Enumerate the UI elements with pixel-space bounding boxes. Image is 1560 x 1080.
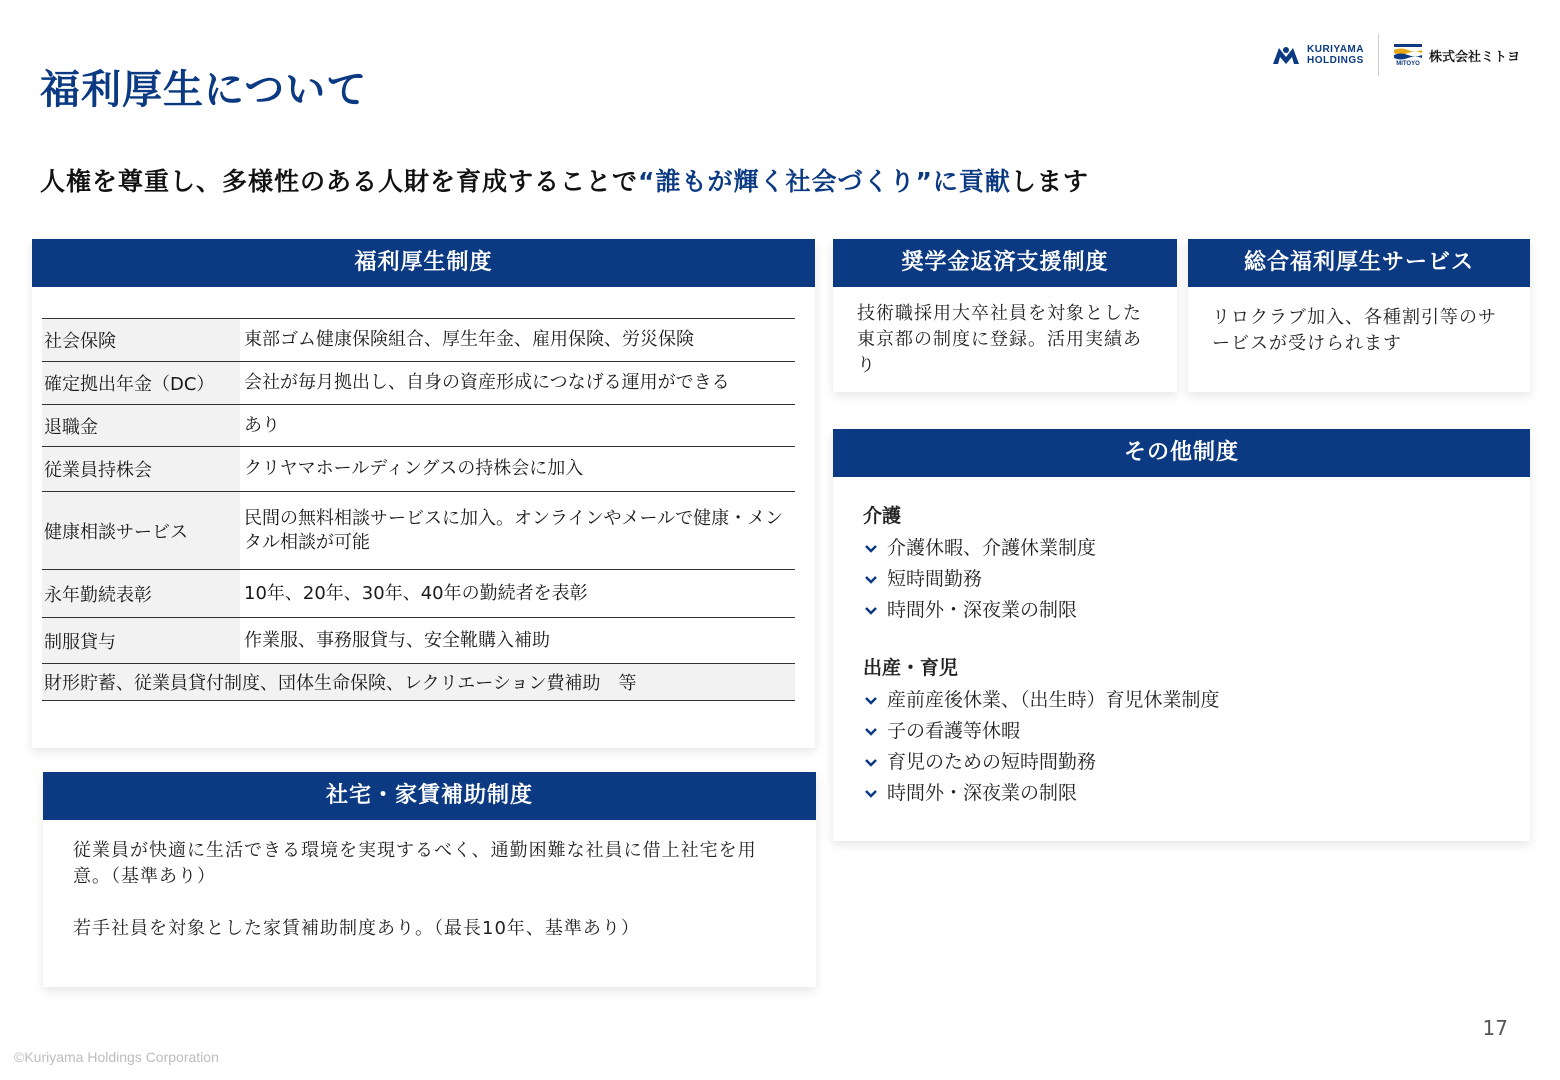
list-item — [863, 684, 1530, 715]
kuriyama-logo-line1: KURIYAMA — [1307, 44, 1364, 55]
mitoyo-mark-icon — [1393, 43, 1423, 61]
row-label: 確定拠出年金（DC） — [42, 362, 240, 404]
service-card-body: リロクラブ加入、各種割引等のサービスが受けられます — [1212, 307, 1497, 354]
list-item-text: 育児のための短時間勤務 — [887, 750, 1097, 773]
scholarship-card-header: 奨学金返済支援制度 — [833, 239, 1177, 287]
list-item-text: 介護休暇、介護休業制度 — [887, 536, 1097, 559]
service-card — [1188, 239, 1530, 392]
page-number: 17 — [1482, 1016, 1508, 1040]
scholarship-card-body: 技術職採用大卒社員を対象とした東京都の制度に登録。活用実績あり — [857, 303, 1142, 376]
welfare-table — [42, 318, 795, 701]
check-icon — [863, 754, 879, 770]
housing-card-body — [43, 820, 816, 942]
row-value: あり — [244, 414, 280, 436]
copyright: ©Kuriyama Holdings Corporation — [14, 1049, 219, 1065]
other-card — [833, 429, 1530, 841]
housing-paragraph: 若手社員を対象とした家賃補助制度あり。（最長10年、基準あり） — [73, 918, 640, 939]
table-row — [42, 492, 795, 570]
row-label: 制服貸与 — [42, 618, 240, 663]
tagline — [40, 162, 1089, 198]
check-icon — [863, 571, 879, 587]
list-item-text: 時間外・深夜業の制限 — [887, 781, 1078, 804]
row-label: 従業員持株会 — [42, 447, 240, 491]
table-row — [42, 618, 795, 664]
row-value: クリヤマホールディングスの持株会に加入 — [244, 458, 584, 479]
list-item — [863, 563, 1530, 594]
service-card-header: 総合福利厚生サービス — [1188, 239, 1530, 287]
welfare-card-header: 福利厚生制度 — [32, 239, 815, 287]
section-title: 出産・育児 — [863, 657, 959, 679]
row-value: 会社が毎月拠出し、自身の資産形成につなげる運用ができる — [244, 372, 730, 393]
tagline-part1: 人権を尊重し、多様性のある人財を育成することで — [40, 167, 639, 196]
list-item — [863, 746, 1530, 777]
row-value: 民間の無料相談サービスに加入。オンラインやメールで健康・メンタル相談が可能 — [244, 507, 784, 553]
tagline-highlight: “誰もが輝く社会づくり”に貢献 — [638, 167, 1011, 196]
table-row — [42, 570, 795, 618]
list-item-text: 子の看護等休暇 — [887, 719, 1021, 742]
row-value: 作業服、事務服貸与、安全靴購入補助 — [244, 629, 550, 651]
check-icon — [863, 723, 879, 739]
row-label: 永年勤続表彰 — [42, 570, 240, 617]
page-title: 福利厚生について — [40, 67, 368, 113]
table-row — [42, 362, 795, 405]
check-icon — [863, 692, 879, 708]
other-card-header: その他制度 — [833, 429, 1530, 477]
kuriyama-logo-line2: HOLDINGS — [1307, 55, 1364, 66]
table-row — [42, 405, 795, 447]
housing-card — [43, 772, 816, 987]
list-item — [863, 777, 1530, 808]
section-title: 介護 — [863, 505, 902, 527]
mitoyo-mark-text: MITOYO — [1396, 61, 1420, 67]
row-label: 社会保険 — [42, 319, 240, 361]
table-row — [42, 319, 795, 362]
row-label: 退職金 — [42, 405, 240, 446]
list-item — [863, 594, 1530, 625]
housing-paragraph: 従業員が快適に生活できる環境を実現するべく、通勤困難な社員に借上社宅を用意。（基準あり） — [73, 840, 757, 887]
welfare-card — [32, 239, 815, 748]
check-icon — [863, 785, 879, 801]
list-item-text: 短時間勤務 — [887, 567, 983, 590]
row-value: 10年、20年、30年、40年の勤続者を表彰 — [244, 582, 588, 604]
list-item-text: 時間外・深夜業の制限 — [887, 598, 1078, 621]
list-item-text: 産前産後休業、（出生時）育児休業制度 — [887, 688, 1220, 711]
mitoyo-logo — [1379, 43, 1520, 67]
row-label: 健康相談サービス — [42, 492, 240, 569]
list-item — [863, 715, 1530, 746]
mitoyo-company-name: 株式会社ミトヨ — [1428, 49, 1520, 65]
kuriyama-logo — [1271, 34, 1379, 76]
check-icon — [863, 540, 879, 556]
row-value: 東部ゴム健康保険組合、厚生年金、雇用保険、労災保険 — [244, 329, 694, 350]
other-card-body — [833, 477, 1530, 808]
scholarship-card — [833, 239, 1177, 392]
table-row — [42, 664, 795, 701]
table-row — [42, 447, 795, 492]
header-logos — [1271, 34, 1520, 76]
housing-card-header: 社宅・家賃補助制度 — [43, 772, 816, 820]
list-item — [863, 532, 1530, 563]
tagline-part2: します — [1010, 167, 1089, 196]
kuriyama-mark-icon — [1271, 44, 1301, 66]
check-icon — [863, 602, 879, 618]
row-full-text: 財形貯蓄、従業員貸付制度、団体生命保険、レクリエーション費補助 等 — [42, 664, 795, 700]
